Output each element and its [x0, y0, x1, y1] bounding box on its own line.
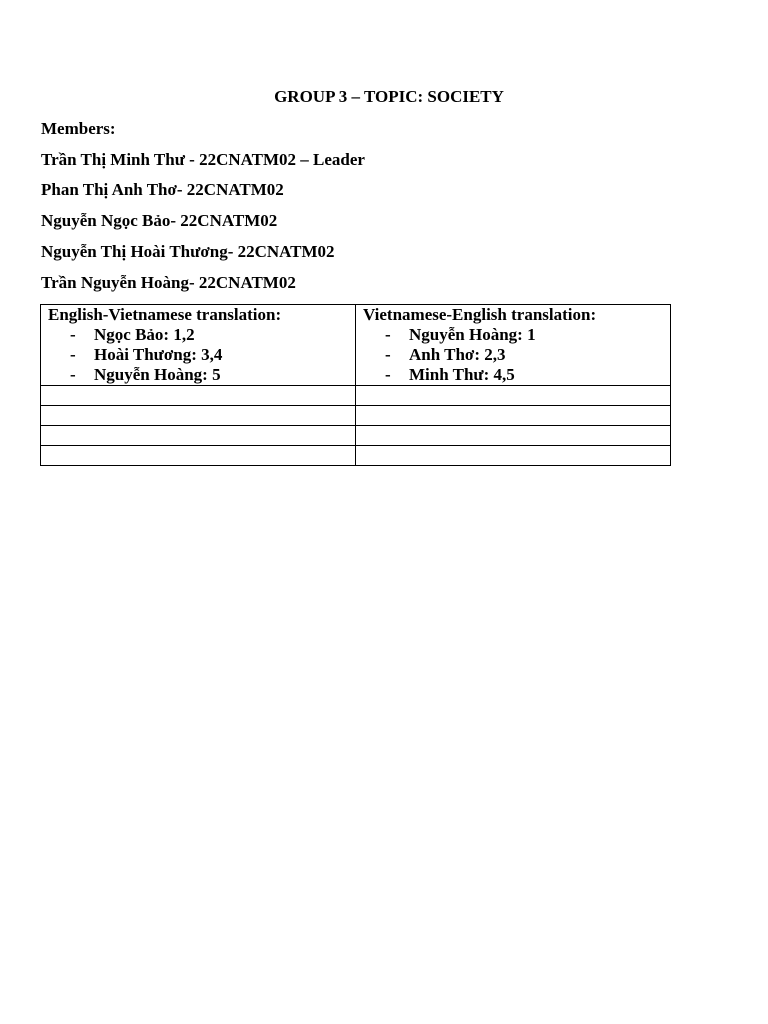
empty-cell	[356, 446, 671, 466]
en-vi-task-list	[48, 325, 355, 385]
task-item	[363, 345, 670, 365]
bullet-dash: -	[385, 325, 391, 344]
bullet-dash: -	[385, 365, 391, 384]
empty-cell	[41, 406, 356, 426]
en-vi-cell	[41, 305, 356, 386]
task-text: Nguyễn Hoàng: 1	[409, 325, 536, 344]
bullet-dash: -	[70, 325, 76, 344]
empty-cell	[356, 386, 671, 406]
empty-cell	[41, 446, 356, 466]
task-item	[48, 345, 355, 365]
member-line: Nguyễn Ngọc Bảo- 22CNATM02	[41, 211, 278, 230]
empty-table-row	[41, 406, 671, 426]
task-item	[48, 365, 355, 385]
task-text: Anh Thơ: 2,3	[409, 345, 506, 364]
task-item	[363, 365, 670, 385]
task-item	[363, 325, 670, 345]
assignment-header-row	[41, 305, 671, 386]
empty-cell	[41, 426, 356, 446]
bullet-dash: -	[70, 345, 76, 364]
empty-table-row	[41, 446, 671, 466]
member-line: Nguyễn Thị Hoài Thương- 22CNATM02	[41, 242, 335, 261]
assignment-table	[40, 304, 671, 466]
vi-en-task-list	[363, 325, 670, 385]
en-vi-heading: English-Vietnamese translation:	[48, 305, 282, 324]
empty-cell	[41, 386, 356, 406]
member-line: Phan Thị Anh Thơ- 22CNATM02	[41, 180, 284, 199]
empty-table-row	[41, 426, 671, 446]
empty-cell	[356, 406, 671, 426]
member-line: Trần Thị Minh Thư - 22CNATM02 – Leader	[41, 150, 365, 169]
bullet-dash: -	[70, 365, 76, 384]
member-line: Trần Nguyễn Hoàng- 22CNATM02	[41, 273, 296, 292]
empty-table-row	[41, 386, 671, 406]
document-title: GROUP 3 – TOPIC: SOCIETY	[274, 87, 504, 106]
task-text: Hoài Thương: 3,4	[94, 345, 223, 364]
vi-en-heading: Vietnamese-English translation:	[363, 305, 597, 324]
task-text: Minh Thư: 4,5	[409, 365, 515, 384]
vi-en-cell	[356, 305, 671, 386]
task-item	[48, 325, 355, 345]
members-label: Members:	[41, 119, 116, 138]
empty-cell	[356, 426, 671, 446]
task-text: Ngọc Bảo: 1,2	[94, 325, 195, 344]
bullet-dash: -	[385, 345, 391, 364]
task-text: Nguyễn Hoàng: 5	[94, 365, 221, 384]
